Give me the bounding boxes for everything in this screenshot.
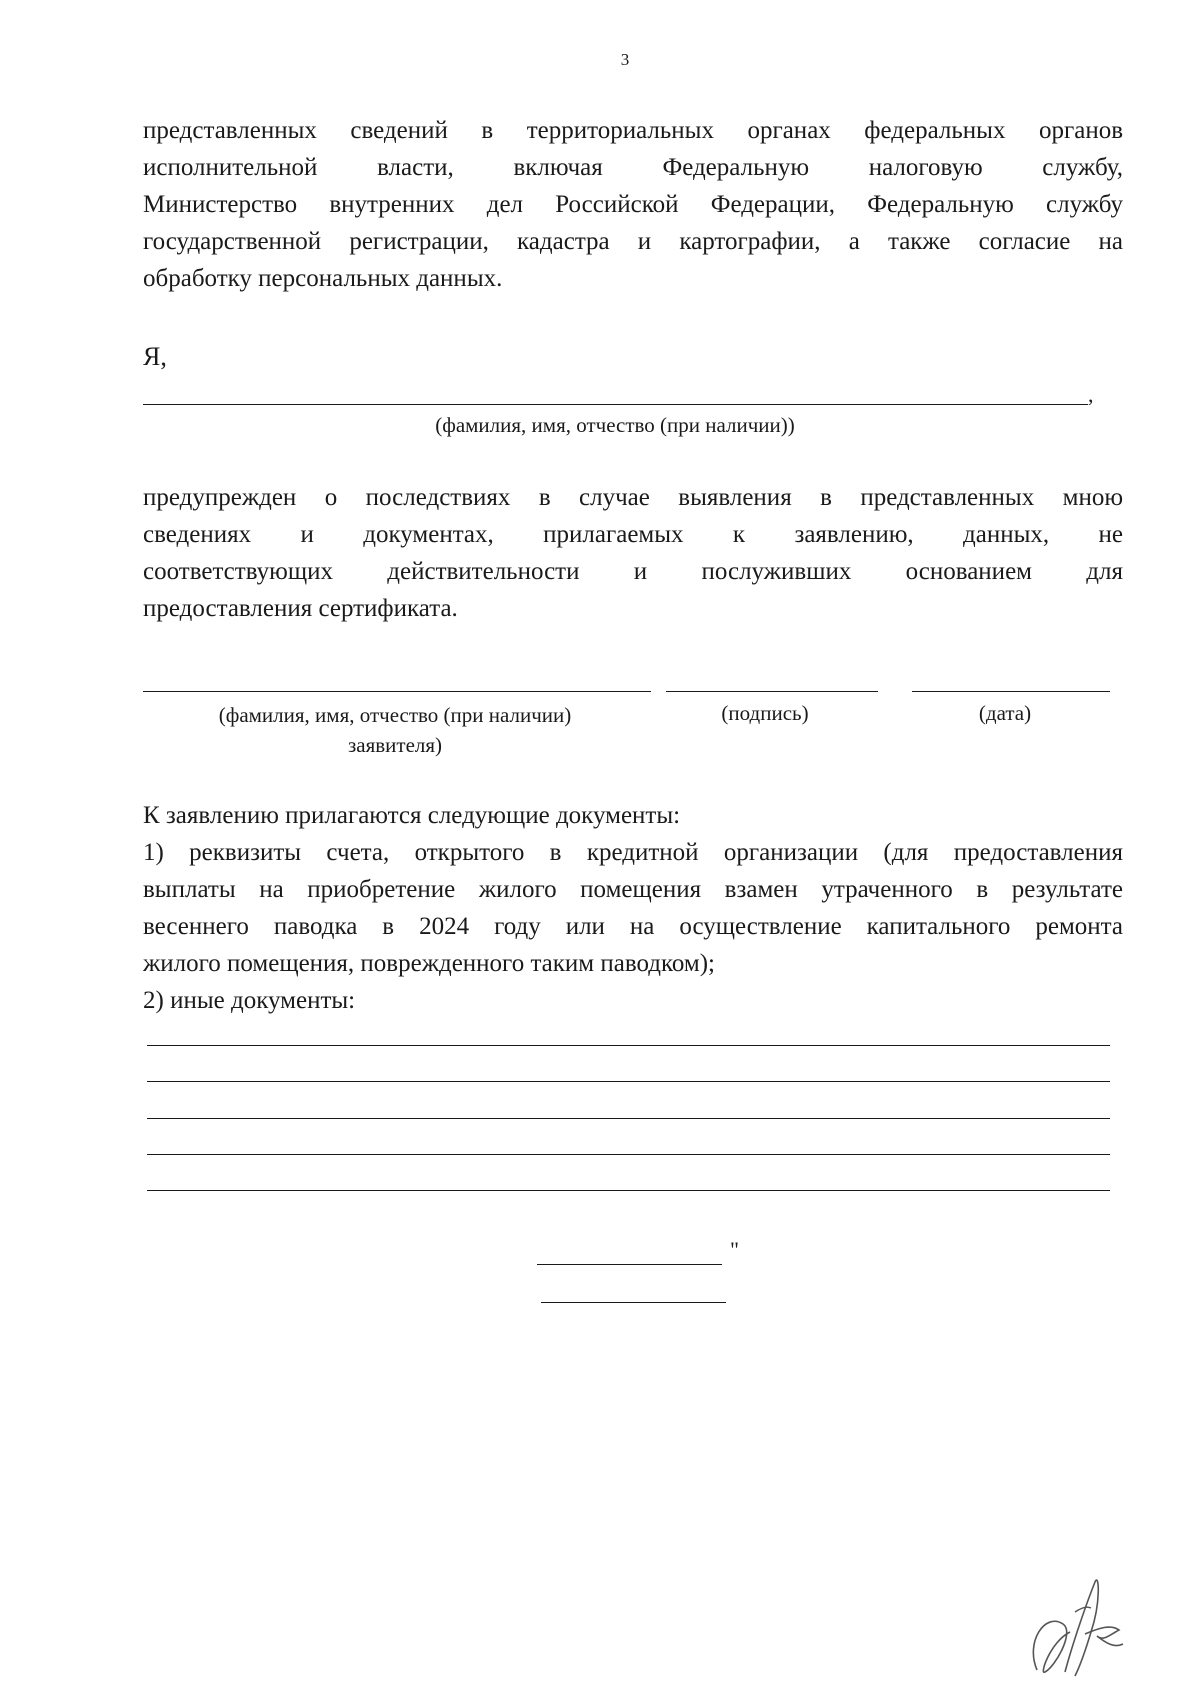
signature-caption: (подпись) — [721, 701, 809, 725]
other-documents-line[interactable] — [147, 1190, 1110, 1191]
fio-caption: (фамилия, имя, отчество (при наличии)) — [435, 413, 795, 437]
applicant-fio-caption — [160, 700, 630, 760]
date-day-line[interactable] — [537, 1264, 722, 1265]
attachment-item-1 — [143, 834, 1123, 982]
intro-line: обработку персональных данных. — [143, 265, 503, 292]
intro-paragraph — [143, 112, 1123, 297]
attachment-item-1-line: 1) реквизиты счета, открытого в кредитной организации (для предоставления — [143, 839, 1123, 866]
applicant-fio-caption-line2: заявителя) — [347, 733, 443, 757]
intro-line: государственной регистрации, кадастра и картографии, а также согласие на — [143, 228, 1123, 255]
warning-line: сведениях и документах, прилагаемых к заявлению, данных, не — [143, 521, 1123, 548]
other-documents-line[interactable] — [147, 1154, 1110, 1155]
applicant-fio-line[interactable] — [143, 691, 651, 692]
attachment-item-1-line: весеннего паводка в 2024 году или на осуществление капитального ремонта — [143, 913, 1123, 940]
applicant-name-field-line[interactable] — [143, 404, 1088, 405]
warning-line: предоставления сертификата. — [143, 595, 458, 622]
warning-line: предупрежден о последствиях в случае выявления в представленных мною — [143, 484, 1123, 511]
attachment-item-1-line: жилого помещения, поврежденного таким паводком); — [143, 950, 715, 977]
date-caption: (дата) — [978, 701, 1032, 725]
date-line[interactable] — [912, 691, 1110, 692]
date-quote-mark: " — [730, 1237, 739, 1262]
attachment-item-1-line: выплаты на приобретение жилого помещения взамен утраченного в результате — [143, 876, 1123, 903]
other-documents-line[interactable] — [147, 1118, 1110, 1119]
intro-line: исполнительной власти, включая Федеральную налоговую службу, — [143, 154, 1123, 181]
name-comma: , — [1088, 382, 1094, 407]
warning-paragraph — [143, 479, 1123, 627]
other-documents-line[interactable] — [147, 1045, 1110, 1046]
page-number: 3 — [620, 50, 630, 69]
other-documents-line[interactable] — [147, 1081, 1110, 1082]
applicant-fio-caption-line1: (фамилия, имя, отчество (при наличии) — [218, 703, 572, 727]
intro-line: представленных сведений в территориальных органах федеральных органов — [143, 117, 1123, 144]
date-month-line[interactable] — [541, 1302, 726, 1303]
signature-line[interactable] — [666, 691, 878, 692]
ya-label: Я, — [143, 342, 167, 371]
attachment-item-2: 2) иные документы: — [143, 987, 356, 1014]
handwritten-signature-icon — [1015, 1572, 1135, 1682]
attachments-heading: К заявлению прилагаются следующие документы: — [143, 802, 681, 829]
warning-line: соответствующих действительности и послуживших основанием для — [143, 558, 1123, 585]
intro-line: Министерство внутренних дел Российской Федерации, Федеральную службу — [143, 191, 1123, 218]
